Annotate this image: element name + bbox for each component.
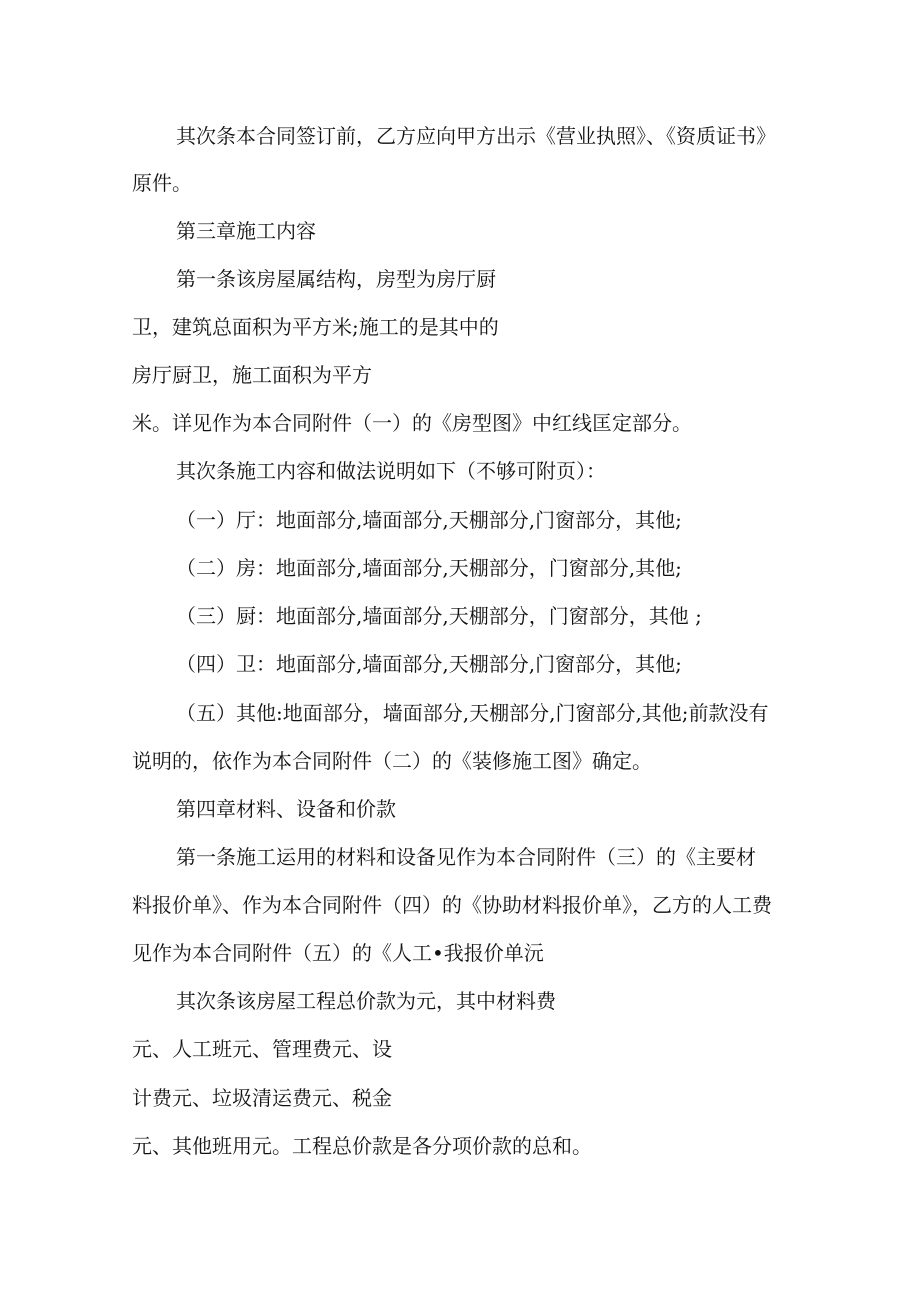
paragraph-line: 其次条该房屋工程总价款为元，其中材料费 [176, 989, 556, 1013]
chapter-heading: 第三章施工内容 [176, 219, 316, 243]
list-item-line: （五）其他:地面部分，墙面部分,天棚部分,门窗部分,其他;前款没有 [176, 701, 769, 725]
paragraph-line: 计费元、垃圾清运费元、税金 [132, 1086, 392, 1110]
paragraph-line: 卫，建筑总面积为平方米;施工的是其中的 [132, 315, 499, 339]
paragraph-line: 元、人工班元、管理费元、设 [132, 1037, 392, 1061]
list-item-line: （二）房：地面部分,墙面部分,天棚部分，门窗部分,其他; [176, 556, 682, 580]
paragraph-line: 说明的，依作为本合同附件（二）的《装修施工图》确定。 [132, 749, 652, 773]
paragraph-line: 房厅厨卫，施工面积为平方 [132, 363, 372, 387]
paragraph-line: 其次条本合同签订前，乙方应向甲方出示《营业执照》、《资质证书》 [176, 124, 776, 148]
paragraph-line: 米。详见作为本合同附件（一）的《房型图》中红线匡定部分。 [132, 411, 692, 435]
paragraph-line: 元、其他班用元。工程总价款是各分项价款的总和。 [132, 1134, 592, 1158]
paragraph-line: 原件。 [132, 171, 192, 195]
list-item-line: （四）卫：地面部分,墙面部分,天棚部分,门窗部分，其他; [176, 652, 682, 676]
chapter-heading: 第四章材料、设备和价款 [176, 797, 396, 821]
list-item-line: （一）厅：地面部分,墙面部分,天棚部分,门窗部分，其他; [176, 508, 682, 532]
paragraph-line: 见作为本合同附件（五）的《人工•我报价单沅 [132, 941, 544, 965]
paragraph-line: 第一条该房屋属结构，房型为房厅厨 [176, 267, 496, 291]
list-item-line: （三）厨：地面部分,墙面部分,天棚部分，门窗部分，其他 ; [176, 604, 702, 628]
paragraph-line: 其次条施工内容和做法说明如下（不够可附页）： [176, 459, 606, 483]
paragraph-line: 料报价单》、作为本合同附件（四）的《协助材料报价单》，乙方的人工费 [132, 893, 772, 917]
paragraph-line: 第一条施工运用的材料和设备见作为本合同附件（三）的《主要材 [176, 845, 756, 869]
